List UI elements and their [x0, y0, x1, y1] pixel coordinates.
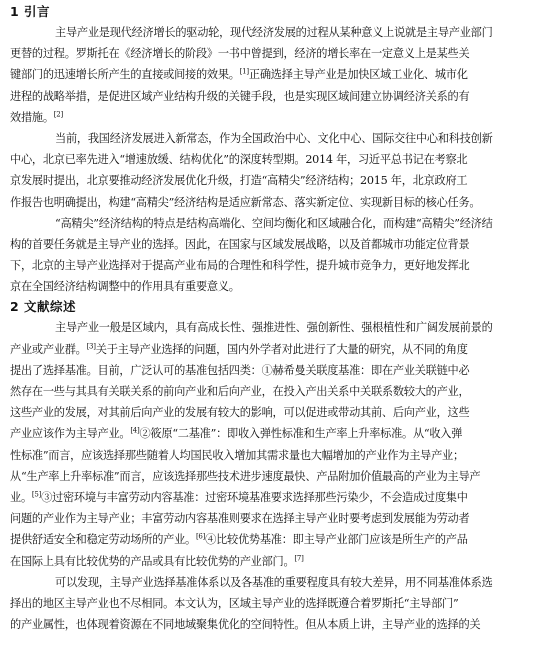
paragraph [10, 213, 542, 298]
text-line: 性标准”而言，应该选择那些随着人均国民收入增加其需求量也大幅增加的产业作为主导产业； [10, 448, 464, 462]
text-line: 主导产业一般是区域内，具有高成长性、强推进性、强创新性、强根植性和广阔发展前景的 [55, 321, 493, 335]
text-line: 可以发现，主导产业选择基准体系以及各基准的重要程度具有较大差异，用不同基准体系选 [55, 575, 493, 589]
paragraph [10, 128, 542, 213]
text-line: 产业应该作为主导产业。[4]②筱原“二基准”：即收入弹性标准和生产率上升率标准。从“收入弹 [10, 426, 463, 441]
citation-marker: [7] [294, 553, 304, 562]
citation-marker: [2] [53, 110, 63, 119]
citation-marker: [6] [195, 532, 206, 541]
text-line: 作报告也明确提出，构建“高精尖”经济结构是适应新常态、落实新定位、实现新目标的核心任务。 [10, 195, 481, 209]
citation-marker: [1] [239, 67, 249, 76]
text-line: 择出的地区主导产业也不尽相同。本文认为，区域主导产业的选择既遵合着罗斯托“主导部门” [10, 596, 459, 610]
text-line: 问题的产业作为主导产业；丰富劳动内容基准则要求在选择主导产业时要考虑到发展能为劳动者 [10, 512, 470, 526]
text-line: 然存在一些与其具有关联关系的前向产业和后向产业，在投入产出关系中关联系数较大的产业， [10, 385, 470, 398]
text-line: 业。[5]③过密环境与丰富劳动内容基准：过密环境基准要求选择那些污染少，不会造成过度集中 [10, 490, 468, 504]
section-heading-literature-review: 2 文献综述 [10, 299, 77, 315]
text-line: 下，北京的主导产业选择对于提高产业布局的合理性和科学性，提升城市竞争力，更好地发挥北 [10, 259, 470, 273]
text-line: 主导产业是现代经济增长的驱动轮，现代经济发展的过程从某种意义上说就是主导产业部门 [55, 26, 493, 39]
text-line: “高精尖”经济结构的特点是结构高端化、空间均衡化和区域融合化，而构建“高精尖”经济结 [55, 216, 493, 230]
text-line: 效措施。[2] [10, 110, 63, 124]
text-line: 从“生产率上升率标准”而言，应该选择那些技术进步速度最快、产品附加价值最高的产业为主导产 [10, 469, 481, 483]
citation-marker: [3] [86, 341, 96, 350]
text-line: 当前，我国经济发展进入新常态，作为全国政治中心、文化中心、国际交往中心和科技创新 [55, 131, 493, 145]
text-line: 更替的过程。罗斯托在《经济增长的阶段》一书中曾提到，经济的增长率在一定意义上是某些关 [10, 47, 470, 61]
text-line: 产业或产业群。[3]关于主导产业选择的问题，国内外学者对此进行了大量的研究，从不同的角度 [10, 341, 468, 356]
paragraph [10, 572, 542, 636]
text-line: 中心，北京已率先进入“增速放缓、结构优化”的深度转型期。2014 年，习近平总书记在考察北 [10, 153, 468, 167]
text-line: 京发展时提出，北京要推动经济发展优化升级，打造“高精尖”经济结构；2015 年，北京政府工 [10, 174, 468, 188]
text-line: 进程的战略举措，是促进区域产业结构升级的关键手段，也是实现区域间建立协调经济关系的有 [10, 89, 470, 103]
text-line: 的产业属性，也体现着资源在不同地域聚集优化的空间特性。但从本质上讲，主导产业的选择的关 [10, 618, 481, 632]
text-line: 提供舒适安全和稳定劳动场所的产业。[6]④比较优势基准：即主导产业部门应该是所生产的产品 [10, 532, 468, 547]
text-line: 构的首要任务就是主导产业的选择。因此，在国家与区域发展战略，以及首都城市功能定位背景 [10, 237, 470, 251]
citation-marker: [5] [31, 490, 42, 499]
text-line: 京在全国经济结构调整中的作用具有重要意义。 [10, 280, 240, 294]
citation-marker: [4] [130, 426, 140, 435]
text-line: 在国际上具有比较优势的产品或具有比较优势的产业部门。[7] [10, 553, 304, 568]
section-heading-introduction: 1 引言 [10, 4, 51, 19]
text-line: 这些产业的发展，对其前后向产业的发展有较大的影响，可以促进或带动其前、后向产业，这些 [10, 406, 470, 420]
paragraph [10, 22, 542, 128]
text-line: 提出了选择基准。目前，广泛认可的基准包括四类：①赫希曼关联度基准：即在产业关联链中必 [10, 363, 470, 377]
paragraph [10, 317, 542, 571]
text-line: 键部门的迅速增长所产生的直接或间接的效果。[1]正确选择主导产业是加快区域工业化、城市化 [10, 67, 468, 82]
